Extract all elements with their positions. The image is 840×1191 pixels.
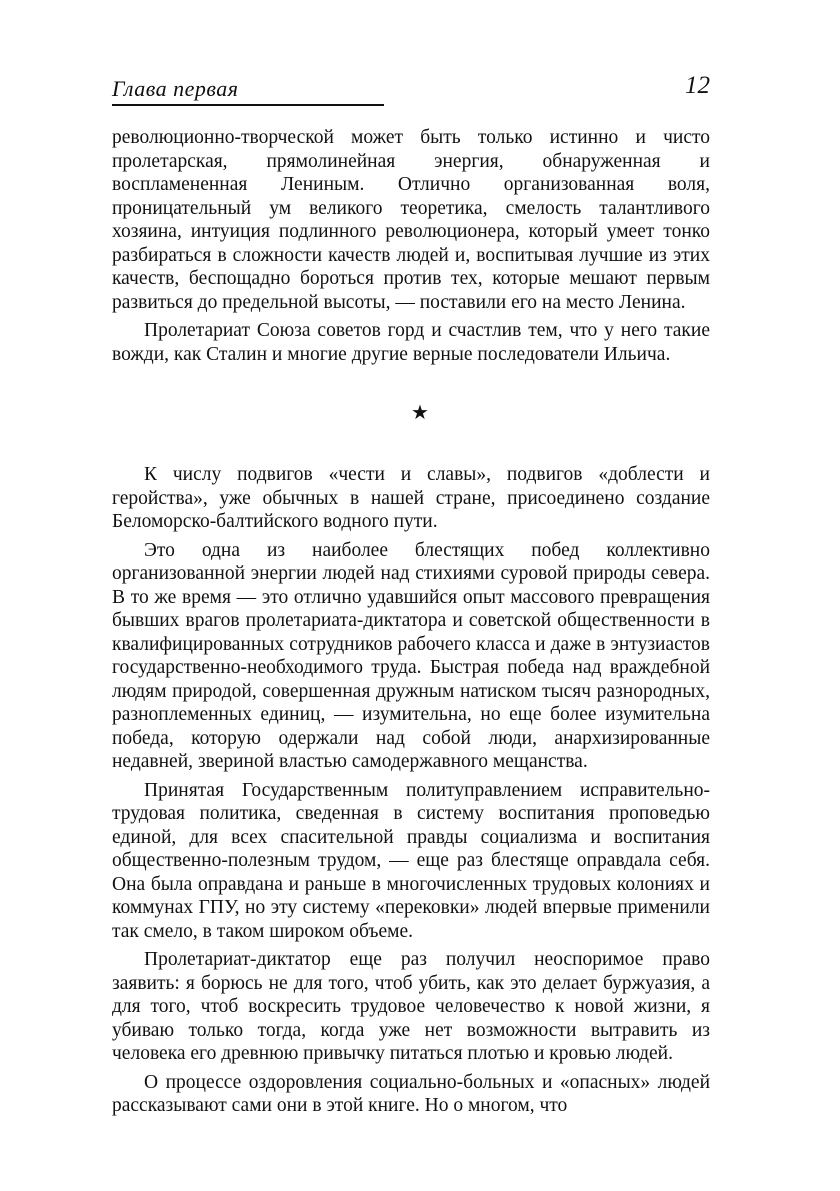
- chapter-title: Глава первая: [112, 76, 239, 101]
- header-rule: [112, 104, 384, 106]
- text-block-top: [112, 126, 710, 371]
- paragraph: Принятая Государственным политуправлением исправительно-трудовая политика, сведенная в систему воспитания проповедью единой, для всех спасительной правды социализма и воспитания общественно-полезным трудом, — еще раз блестяще оправдала себя. Она была оправдана и раньше в многочисленных трудовых колониях и коммунах ГПУ, но эту систему «перековки» людей впервые применили так смело, в таком широком объеме.: [112, 779, 710, 942]
- paragraph: Пролетариат Союза советов горд и счастлив тем, что у него такие вожди, как Сталин и многие другие верные последователи Ильича.: [112, 320, 710, 365]
- text-block-bottom: [112, 463, 710, 1123]
- page-header: [112, 70, 710, 106]
- section-divider-star-icon: ★: [411, 400, 429, 424]
- paragraph: О процессе оздоровления социально-больных и «опасных» людей рассказывают сами они в этой книге. Но о многом, что: [112, 1071, 710, 1116]
- paragraph: К числу подвигов «чести и славы», подвигов «доблести и геройства», уже обычных в нашей стране, присоединено создание Беломорско-балтийского водного пути.: [112, 464, 710, 532]
- paragraph: Пролетариат-диктатор еще раз получил неоспоримое право заявить: я борюсь не для того, чтоб убить, как это делает буржуазия, а для того, чтоб воскресить трудовое человечество к новой жизни, я убиваю только тогда, когда уже нет возможности вытравить из человека его древнюю привычку питаться плотью и кровью людей.: [112, 949, 710, 1064]
- paragraph: революционно-творческой может быть только истинно и чисто пролетарская, прямолинейная энергия, обнаруженная и воспламененная Лениным. Отлично организованная воля, проницательный ум великого теоретика, смелость талантливого хозяина, интуиция подлинного революционера, который умеет тонко разбираться в сложности качеств людей и, воспитывая лучшие из этих качеств, беспощадно бороться против тех, которые мешают первым развиться до предельной высоты, — поставили его на место Ленина.: [112, 127, 710, 313]
- page-number: 12: [685, 72, 710, 99]
- paragraph: Это одна из наиболее блестящих побед коллективно организованной энергии людей над стихиями суровой природы севера. В то же время — это отлично удавшийся опыт массового превращения бывших врагов пролетариата-диктатора и советской общественности в квалифицированных сотрудников рабочего класса и даже в энтузиастов государственно-необходимого труда. Быстрая победа над враждебной людям природой, совершенная дружным натиском тысяч разнородных, разноплеменных единиц, — изумительна, но еще более изумительна победа, которую одержали над собой люди, анархизированные недавней, звериной властью самодержавного мещанства.: [112, 539, 710, 772]
